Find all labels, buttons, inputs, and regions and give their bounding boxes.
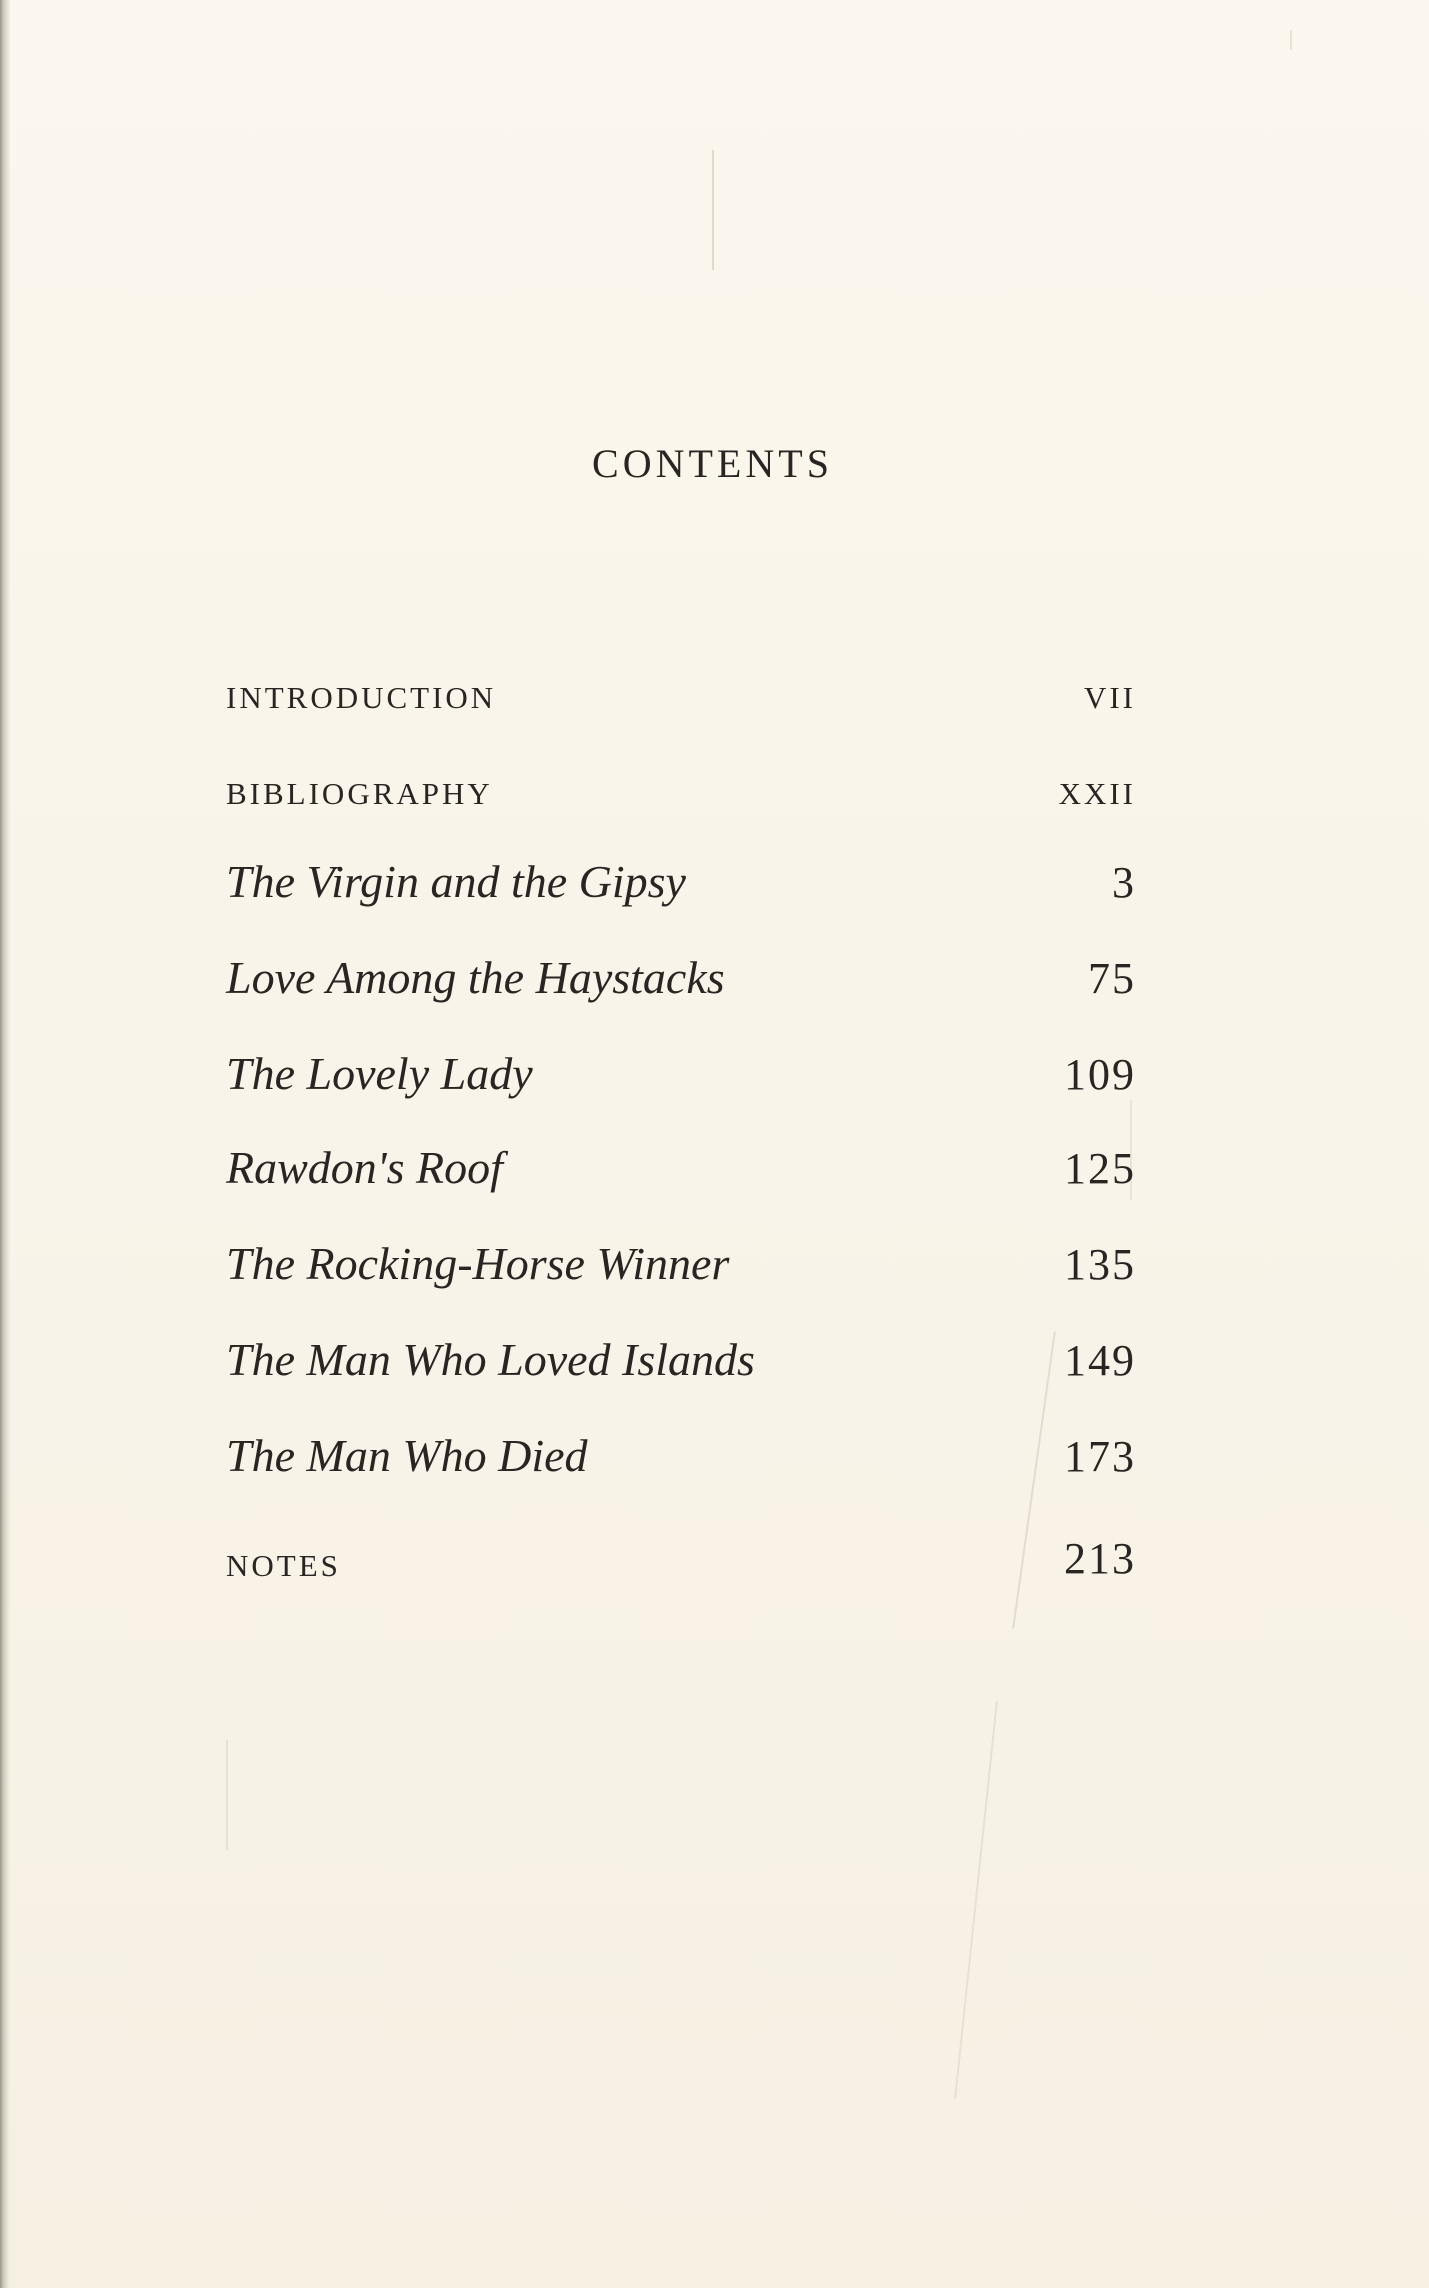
toc-entry-title: INTRODUCTION [226,680,497,715]
toc-entry-page: VII [1083,680,1136,715]
page-binding-edge [0,0,10,2288]
toc-entry-lovely-lady [226,1044,1136,1100]
toc-entry-title: NOTES [226,1548,341,1583]
toc-entry-title: The Man Who Loved Islands [226,1334,755,1385]
paper-mark [1290,30,1292,50]
paper-mark [954,1701,998,2099]
toc-entry-man-who-died [226,1426,1136,1482]
toc-entry-page: 213 [1064,1534,1136,1583]
toc-entry-title: The Lovely Lady [226,1048,533,1099]
toc-entry-page: 109 [1064,1050,1136,1099]
toc-entry-page: XXII [1058,776,1136,811]
toc-entry-title: Rawdon's Roof [226,1142,503,1193]
toc-entry-rawdons-roof [226,1138,1136,1194]
toc-entry-virgin-and-gipsy [226,852,1136,908]
toc-entry-title: The Man Who Died [226,1430,588,1481]
toc-entry-bibliography [226,756,1136,812]
toc-entry-page: 149 [1064,1336,1136,1385]
toc-entry-page: 135 [1064,1240,1136,1289]
toc-entry-page: 173 [1064,1432,1136,1481]
toc-entry-title: BIBLIOGRAPHY [226,776,493,811]
contents-heading-text: CONTENTS [592,441,833,486]
toc-entry-title: Love Among the Haystacks [226,952,725,1003]
paper-mark [226,1740,228,1850]
toc-entry-man-who-loved-islands [226,1330,1136,1386]
toc-entry-title: The Rocking-Horse Winner [226,1238,730,1289]
toc-entry-page: 75 [1088,954,1136,1003]
toc-entry-notes [226,1528,1136,1584]
toc-entry-page: 3 [1112,858,1136,907]
toc-entry-page: 125 [1064,1144,1136,1193]
toc-entry-rocking-horse-winner [226,1234,1136,1290]
toc-entry-title: The Virgin and the Gipsy [226,856,686,907]
toc-entry-love-among-haystacks [226,948,1136,1004]
paper-mark [712,150,714,270]
page-title [0,440,1429,487]
toc-entry-introduction [226,660,1136,716]
